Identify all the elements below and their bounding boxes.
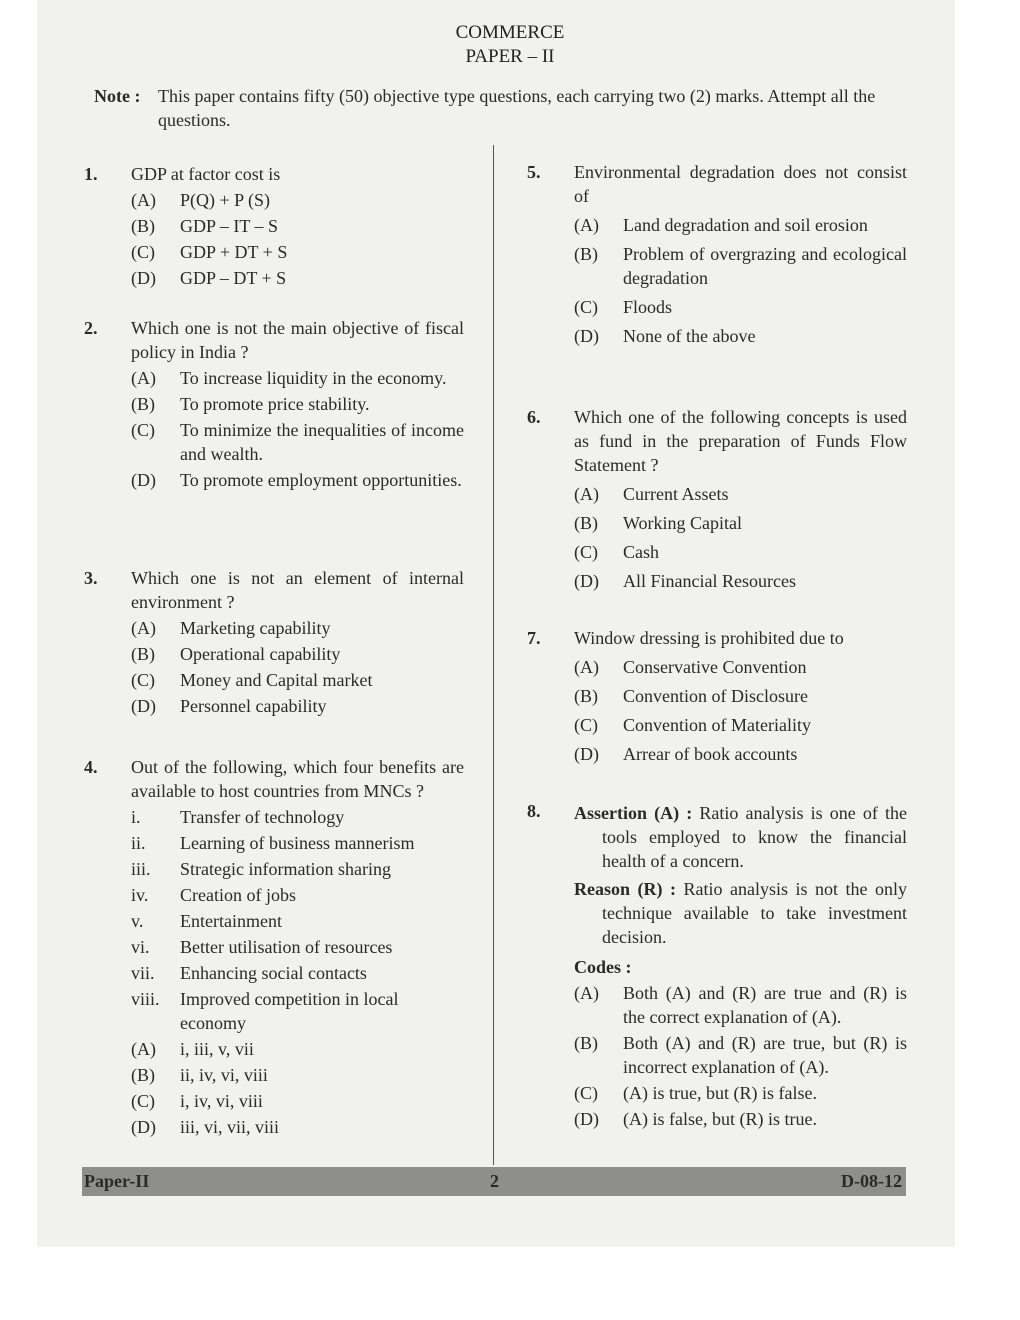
list-item bbox=[84, 805, 464, 829]
option-label: (D) bbox=[131, 1117, 156, 1137]
option-text: ii, iv, vi, viii bbox=[180, 1065, 268, 1085]
codes-label: Codes : bbox=[574, 957, 632, 977]
question-8 bbox=[527, 799, 907, 1131]
option-label: (D) bbox=[574, 571, 599, 591]
assertion-text: Ratio analysis is one of the tools employed to know the financial health of a concern. bbox=[602, 803, 908, 871]
list-item-numeral: ii. bbox=[131, 833, 146, 853]
option-text: Both (A) and (R) are true, but (R) is incorrect explanation of (A). bbox=[623, 1033, 907, 1077]
list-item-numeral: iii. bbox=[131, 859, 151, 879]
option-text: Personnel capability bbox=[180, 696, 327, 716]
question-text: Which one of the following concepts is used as fund in the preparation of Funds Flow Statement ? bbox=[574, 407, 907, 475]
option-text: GDP + DT + S bbox=[180, 242, 288, 262]
option-text: To promote employment opportunities. bbox=[180, 470, 462, 490]
option-text: To minimize the inequalities of income and wealth. bbox=[180, 420, 464, 464]
option-c bbox=[84, 668, 464, 692]
question-text: Environmental degradation does not consist of bbox=[574, 162, 907, 206]
question-2 bbox=[84, 316, 464, 492]
reason-text: Ratio analysis is not the only technique available to take investment decision. bbox=[602, 879, 907, 947]
note-label: Note : bbox=[94, 86, 141, 106]
option-label: (A) bbox=[131, 368, 156, 388]
option-text: i, iv, vi, viii bbox=[180, 1091, 263, 1111]
option-label: (B) bbox=[574, 1033, 598, 1053]
option-text: Convention of Materiality bbox=[623, 715, 811, 735]
option-b bbox=[84, 392, 464, 416]
option-text: All Financial Resources bbox=[623, 571, 796, 591]
option-label: (D) bbox=[574, 1109, 599, 1129]
option-text: GDP – DT + S bbox=[180, 268, 287, 288]
option-text: (A) is false, but (R) is true. bbox=[623, 1109, 817, 1129]
list-item bbox=[84, 987, 464, 1035]
question-text: Which one is not the main objective of fiscal policy in India ? bbox=[131, 318, 464, 362]
list-item-text: Creation of jobs bbox=[180, 885, 296, 905]
option-a bbox=[527, 482, 907, 506]
option-b bbox=[84, 214, 464, 238]
question-text: Window dressing is prohibited due to bbox=[574, 628, 844, 648]
list-item-numeral: vii. bbox=[131, 963, 155, 983]
list-item-text: Improved competition in local economy bbox=[180, 989, 399, 1033]
option-text: Land degradation and soil erosion bbox=[623, 215, 868, 235]
reason-label: Reason (R) : bbox=[574, 879, 676, 899]
option-label: (C) bbox=[574, 1083, 598, 1103]
option-text: To increase liquidity in the economy. bbox=[180, 368, 447, 388]
list-item bbox=[84, 831, 464, 855]
option-label: (C) bbox=[574, 715, 598, 735]
option-a bbox=[527, 981, 907, 1029]
option-label: (A) bbox=[574, 657, 599, 677]
subject-title: COMMERCE bbox=[455, 22, 565, 43]
option-c bbox=[527, 295, 907, 319]
option-c bbox=[527, 1081, 907, 1105]
list-item-text: Strategic information sharing bbox=[180, 859, 391, 879]
option-label: (C) bbox=[131, 420, 155, 440]
option-b bbox=[84, 642, 464, 666]
option-text: Convention of Disclosure bbox=[623, 686, 808, 706]
option-b bbox=[527, 684, 907, 708]
question-number: 3. bbox=[84, 568, 98, 588]
assertion-label: Assertion (A) : bbox=[574, 803, 693, 823]
option-text: GDP – IT – S bbox=[180, 216, 279, 236]
option-c bbox=[84, 240, 464, 264]
option-label: (B) bbox=[131, 644, 155, 664]
option-label: (D) bbox=[574, 744, 599, 764]
option-label: (B) bbox=[574, 686, 598, 706]
option-c bbox=[84, 1089, 464, 1113]
option-label: (C) bbox=[574, 297, 598, 317]
column-divider bbox=[493, 145, 494, 1165]
option-b bbox=[84, 1063, 464, 1087]
option-label: (A) bbox=[574, 484, 599, 504]
option-a bbox=[527, 213, 907, 237]
option-text: None of the above bbox=[623, 326, 756, 346]
option-text: Floods bbox=[623, 297, 673, 317]
question-number: 1. bbox=[84, 164, 98, 184]
option-text: Marketing capability bbox=[180, 618, 331, 638]
question-text: GDP at factor cost is bbox=[131, 164, 281, 184]
option-label: (A) bbox=[574, 983, 599, 1003]
option-d bbox=[527, 742, 907, 766]
option-text: Cash bbox=[623, 542, 659, 562]
option-text: (A) is true, but (R) is false. bbox=[623, 1083, 817, 1103]
question-4 bbox=[84, 755, 464, 1139]
page-number: 2 bbox=[490, 1171, 499, 1191]
option-text: Working Capital bbox=[623, 513, 743, 533]
option-b bbox=[527, 511, 907, 535]
question-3 bbox=[84, 566, 464, 718]
list-item bbox=[84, 857, 464, 881]
list-item-text: Learning of business mannerism bbox=[180, 833, 415, 853]
option-label: (A) bbox=[574, 215, 599, 235]
option-label: (C) bbox=[131, 242, 155, 262]
option-label: (A) bbox=[131, 618, 156, 638]
option-label: (B) bbox=[131, 394, 155, 414]
option-a bbox=[527, 655, 907, 679]
option-label: (C) bbox=[574, 542, 598, 562]
option-text: Conservative Convention bbox=[623, 657, 807, 677]
option-label: (C) bbox=[131, 1091, 155, 1111]
question-1 bbox=[84, 162, 464, 290]
list-item-numeral: iv. bbox=[131, 885, 149, 905]
list-item-text: Entertainment bbox=[180, 911, 282, 931]
option-label: (D) bbox=[131, 470, 156, 490]
option-text: Arrear of book accounts bbox=[623, 744, 798, 764]
option-d bbox=[84, 694, 464, 718]
option-d bbox=[527, 569, 907, 593]
question-number: 5. bbox=[527, 162, 541, 182]
question-7 bbox=[527, 626, 907, 766]
list-item-numeral: i. bbox=[131, 807, 141, 827]
question-text: Which one is not an element of internal environment ? bbox=[131, 568, 464, 612]
option-text: To promote price stability. bbox=[180, 394, 370, 414]
list-item bbox=[84, 883, 464, 907]
question-5 bbox=[527, 160, 907, 348]
list-item-text: Enhancing social contacts bbox=[180, 963, 367, 983]
option-d bbox=[84, 1115, 464, 1139]
option-text: Both (A) and (R) are true and (R) is the correct explanation of (A). bbox=[623, 983, 907, 1027]
option-label: (A) bbox=[131, 1039, 156, 1059]
list-item-text: Transfer of technology bbox=[180, 807, 345, 827]
option-label: (B) bbox=[131, 216, 155, 236]
list-item bbox=[84, 961, 464, 985]
question-number: 8. bbox=[527, 801, 541, 821]
option-a bbox=[84, 1037, 464, 1061]
option-d bbox=[84, 266, 464, 290]
option-a bbox=[84, 366, 464, 390]
option-c bbox=[527, 713, 907, 737]
option-d bbox=[84, 468, 464, 492]
list-item-numeral: vi. bbox=[131, 937, 150, 957]
option-label: (B) bbox=[131, 1065, 155, 1085]
question-number: 2. bbox=[84, 318, 98, 338]
note-text: This paper contains fifty (50) objective type questions, each carrying two (2) marks. Attempt all the questions. bbox=[158, 86, 876, 130]
paper-title: PAPER – II bbox=[465, 46, 555, 67]
option-a bbox=[84, 616, 464, 640]
option-text: iii, vi, vii, viii bbox=[180, 1117, 280, 1137]
option-text: Problem of overgrazing and ecological degradation bbox=[623, 244, 907, 288]
option-label: (C) bbox=[131, 670, 155, 690]
option-c bbox=[527, 540, 907, 564]
list-item-numeral: v. bbox=[131, 911, 144, 931]
list-item bbox=[84, 935, 464, 959]
option-label: (A) bbox=[131, 190, 156, 210]
option-text: P(Q) + P (S) bbox=[180, 190, 270, 210]
paper-code: D-08-12 bbox=[841, 1171, 902, 1191]
list-item bbox=[84, 909, 464, 933]
option-label: (D) bbox=[574, 326, 599, 346]
option-a bbox=[84, 188, 464, 212]
option-label: (B) bbox=[574, 244, 598, 264]
option-text: Money and Capital market bbox=[180, 670, 373, 690]
option-label: (D) bbox=[131, 696, 156, 716]
question-text: Out of the following, which four benefits are available to host countries from MNCs ? bbox=[131, 757, 464, 801]
option-d bbox=[527, 324, 907, 348]
option-label: (B) bbox=[574, 513, 598, 533]
option-text: i, iii, v, vii bbox=[180, 1039, 254, 1059]
footer-paper-label: Paper-II bbox=[84, 1171, 150, 1191]
option-text: Current Assets bbox=[623, 484, 729, 504]
instructions-note bbox=[94, 84, 894, 130]
question-number: 4. bbox=[84, 757, 98, 777]
question-6 bbox=[527, 405, 907, 593]
option-c bbox=[84, 418, 464, 466]
assertion-block bbox=[574, 801, 907, 873]
option-b bbox=[527, 242, 907, 290]
question-number: 7. bbox=[527, 628, 541, 648]
list-item-numeral: viii. bbox=[131, 989, 160, 1009]
question-number: 6. bbox=[527, 407, 541, 427]
option-d bbox=[527, 1107, 907, 1131]
page-footer bbox=[82, 1167, 906, 1196]
option-label: (D) bbox=[131, 268, 156, 288]
list-item-text: Better utilisation of resources bbox=[180, 937, 393, 957]
option-text: Operational capability bbox=[180, 644, 341, 664]
option-b bbox=[527, 1031, 907, 1079]
reason-block bbox=[574, 877, 907, 949]
